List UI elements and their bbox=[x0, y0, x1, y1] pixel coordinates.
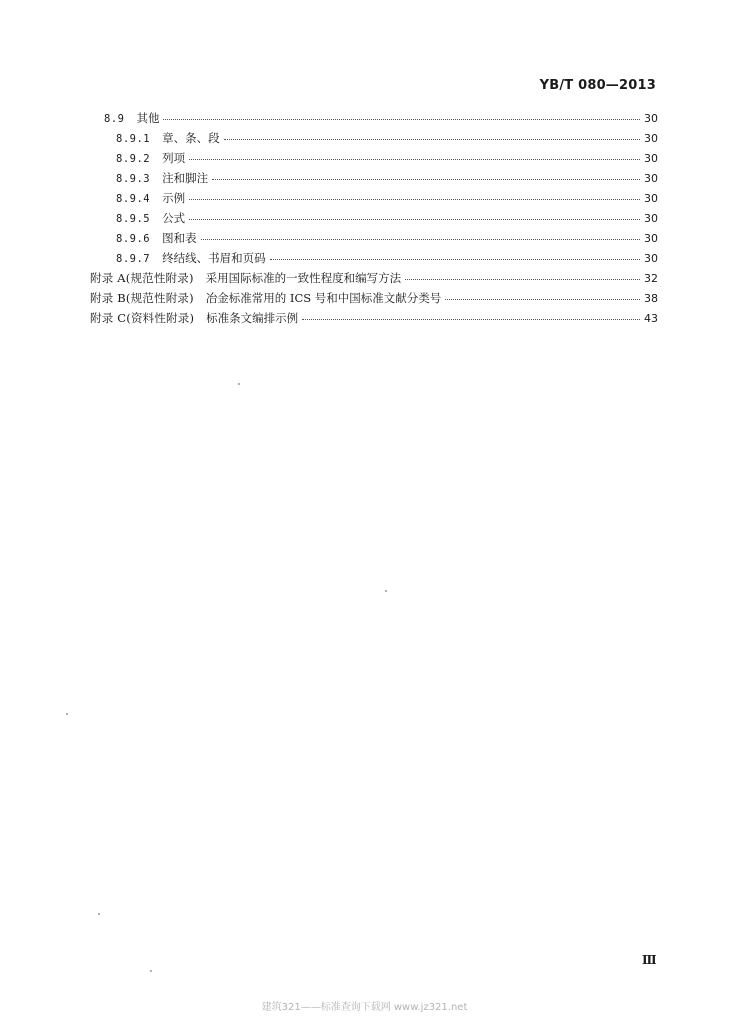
toc-leader-dots bbox=[302, 318, 640, 320]
page-number: Ⅲ bbox=[642, 953, 657, 967]
toc-entry[interactable] bbox=[116, 250, 658, 268]
toc-entry-number: 8.9.3 bbox=[116, 173, 151, 185]
toc-entry-title: 图和表 bbox=[162, 231, 197, 245]
toc-entry-number: 8.9.6 bbox=[116, 233, 151, 245]
toc-entry-page: 32 bbox=[644, 272, 658, 285]
scan-speck bbox=[98, 913, 100, 915]
toc-appendix-label: 附录 A(规范性附录) bbox=[90, 271, 194, 285]
toc-entry-page: 38 bbox=[644, 292, 658, 305]
toc-entry[interactable] bbox=[116, 130, 658, 148]
toc-entry-title: 列项 bbox=[162, 151, 186, 165]
toc-appendix-label: 附录 B(规范性附录) bbox=[90, 291, 194, 305]
toc-entry-number: 8.9.5 bbox=[116, 213, 151, 225]
toc-entry-title: 采用国际标准的一致性程度和编写方法 bbox=[205, 271, 402, 285]
footer-watermark: 建筑321——标准查询下载网 www.jz321.net bbox=[261, 1002, 468, 1013]
toc-leader-dots bbox=[189, 218, 640, 220]
toc-entry-page: 30 bbox=[644, 232, 658, 245]
toc-leader-dots bbox=[189, 198, 640, 200]
toc-leader-dots bbox=[189, 158, 640, 160]
toc-entry-number: 8.9.4 bbox=[116, 193, 151, 205]
toc-entry-title: 标准条文编排示例 bbox=[206, 311, 299, 325]
toc-entry[interactable] bbox=[116, 230, 658, 248]
toc-entry[interactable] bbox=[116, 210, 658, 228]
toc-appendix-label: 附录 C(资料性附录) bbox=[90, 311, 195, 325]
toc-entry-page: 30 bbox=[644, 212, 658, 225]
toc-entry-number: 8.9.1 bbox=[116, 133, 151, 145]
toc-entry-title: 公式 bbox=[162, 211, 186, 225]
toc-appendix-entry[interactable] bbox=[90, 310, 658, 328]
toc-leader-dots bbox=[405, 278, 640, 280]
toc-entry-page: 43 bbox=[644, 312, 658, 325]
scan-speck bbox=[150, 970, 152, 972]
toc-entry-page: 30 bbox=[644, 152, 658, 165]
toc-entry-page: 30 bbox=[644, 132, 658, 145]
toc-entry[interactable] bbox=[116, 150, 658, 168]
header-standard-code: YB/T 080—2013 bbox=[539, 78, 656, 93]
toc-entry-number: 8.9 bbox=[104, 113, 125, 125]
toc-entry-page: 30 bbox=[644, 252, 658, 265]
toc-entry-page: 30 bbox=[644, 192, 658, 205]
toc-entry-number: 8.9.7 bbox=[116, 253, 151, 265]
toc-entry-title: 终结线、书眉和页码 bbox=[162, 251, 266, 265]
toc-leader-dots bbox=[163, 118, 640, 120]
toc-entry[interactable] bbox=[116, 190, 658, 208]
toc-leader-dots bbox=[224, 138, 640, 140]
toc-entry-number: 8.9.2 bbox=[116, 153, 151, 165]
toc-entry[interactable] bbox=[104, 110, 658, 128]
toc-leader-dots bbox=[201, 238, 640, 240]
toc-entry-page: 30 bbox=[644, 112, 658, 125]
toc-entry-title: 冶金标准常用的 ICS 号和中国标准文献分类号 bbox=[205, 291, 442, 305]
toc-leader-dots bbox=[212, 178, 640, 180]
toc-leader-dots bbox=[445, 298, 640, 300]
toc-entry[interactable] bbox=[116, 170, 658, 188]
toc-appendix-entry[interactable] bbox=[90, 290, 658, 308]
scan-speck bbox=[66, 713, 68, 715]
scan-speck bbox=[385, 590, 387, 592]
toc-leader-dots bbox=[270, 258, 640, 260]
scan-speck bbox=[238, 383, 240, 385]
toc-entry-page: 30 bbox=[644, 172, 658, 185]
toc-entry-title: 其他 bbox=[136, 111, 160, 125]
toc-entry-title: 章、条、段 bbox=[162, 131, 220, 145]
toc-entry-title: 示例 bbox=[162, 191, 186, 205]
toc-appendix-entry[interactable] bbox=[90, 270, 658, 288]
toc-entry-title: 注和脚注 bbox=[162, 171, 209, 185]
